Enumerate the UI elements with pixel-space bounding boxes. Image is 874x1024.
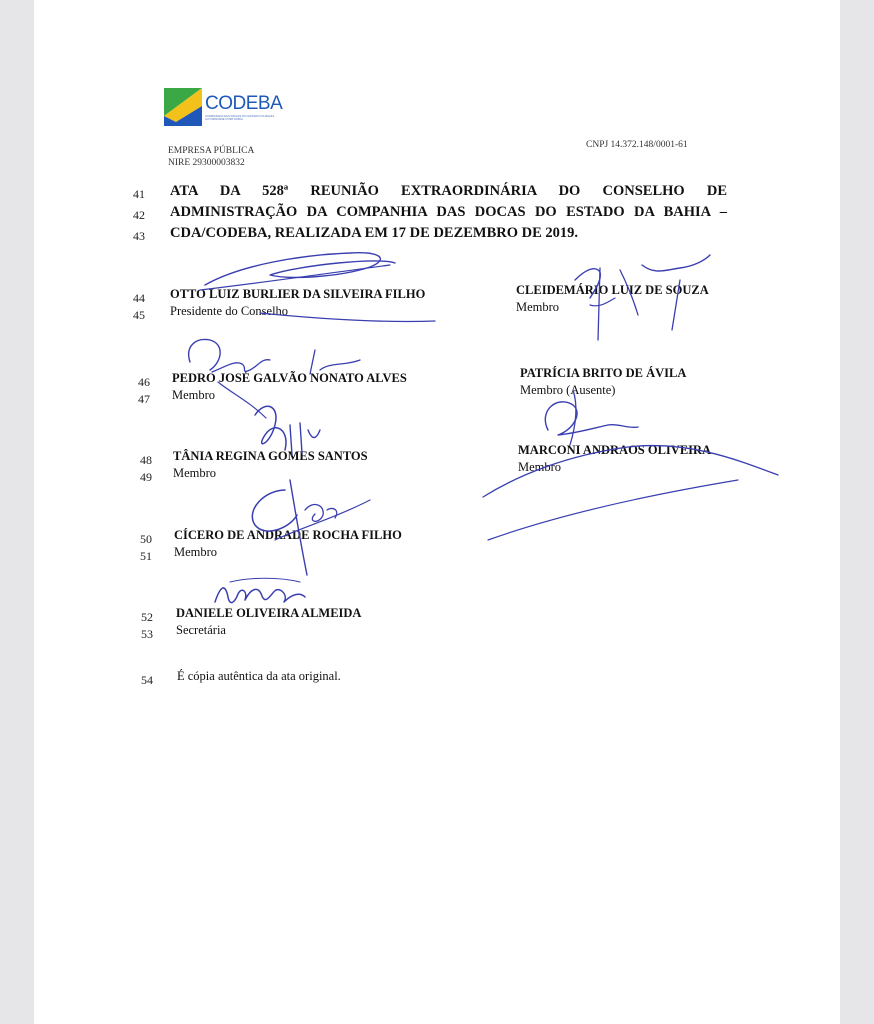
- title-line-3: CDA/CODEBA, REALIZADA EM 17 DE DEZEMBRO DE 2019.: [170, 225, 579, 241]
- line-number: 54: [141, 673, 153, 687]
- signatory-name-patricia: PATRÍCIA BRITO DE ÁVILA: [520, 366, 687, 380]
- title-line-2: ADMINISTRAÇÃO DA COMPANHIA DAS DOCAS DO ESTADO DA BAHIA –: [170, 204, 727, 220]
- line-number: 49: [140, 470, 152, 484]
- signatory-role-otto: Presidente do Conselho: [170, 304, 289, 318]
- signatory-role-pedro: Membro: [172, 388, 216, 402]
- title-line-1: ATA DA 528ª REUNIÃO EXTRAORDINÁRIA DO CONSELHO DE: [170, 183, 727, 199]
- signatory-name-otto: OTTO LUIZ BURLIER DA SILVEIRA FILHO: [170, 287, 426, 301]
- line-number: 51: [140, 549, 152, 563]
- line-number: 47: [138, 392, 150, 406]
- line-number: 43: [133, 229, 145, 243]
- signatory-name-marconi: MARCONI ANDRAOS OLIVEIRA: [518, 443, 712, 457]
- line-number: 44: [133, 291, 145, 305]
- signatory-name-cicero: CÍCERO DE ANDRADE ROCHA FILHO: [174, 528, 402, 542]
- line-number: 48: [140, 453, 152, 467]
- line-number: 52: [141, 610, 153, 624]
- signatory-role-patricia: Membro (Ausente): [520, 383, 616, 397]
- signatory-name-pedro: PEDRO JOSÉ GALVÃO NONATO ALVES: [172, 371, 407, 385]
- line-number: 50: [140, 532, 152, 546]
- signatory-name-tania: TÂNIA REGINA GOMES SANTOS: [173, 449, 368, 463]
- line-number: 41: [133, 187, 145, 201]
- logo-subtext: COMPANHIA DAS DOCAS DO ESTADO DA BAHIA · AUTORIDADE PORTUÁRIA: [205, 114, 276, 121]
- signature-cleidemario: [560, 250, 720, 350]
- signature-daniele: [210, 572, 310, 617]
- signatory-role-cleidemario: Membro: [516, 300, 560, 314]
- signature-marconi: [478, 385, 788, 545]
- signatory-name-cleidemario: CLEIDEMÁRIO LUIZ DE SOUZA: [516, 283, 709, 297]
- logo-text: CODEBA: [205, 93, 283, 114]
- line-number: 53: [141, 627, 153, 641]
- signatory-role-daniele: Secretária: [176, 623, 226, 637]
- line-number: 45: [133, 308, 145, 322]
- nire-number: NIRE 29300003832: [168, 158, 245, 168]
- signature-cicero: [235, 470, 375, 580]
- signatory-role-marconi: Membro: [518, 460, 562, 474]
- authenticity-note: É cópia autêntica da ata original.: [177, 669, 341, 683]
- company-type: EMPRESA PÚBLICA: [168, 146, 255, 156]
- signatory-name-daniele: DANIELE OLIVEIRA ALMEIDA: [176, 606, 362, 620]
- line-number: 42: [133, 208, 145, 222]
- codeba-logo-mark: [162, 86, 206, 128]
- signatory-role-cicero: Membro: [174, 545, 218, 559]
- signature-tania: [240, 395, 330, 465]
- signatory-role-tania: Membro: [173, 466, 217, 480]
- cnpj-number: CNPJ 14.372.148/0001-61: [586, 140, 688, 150]
- line-number: 46: [138, 375, 150, 389]
